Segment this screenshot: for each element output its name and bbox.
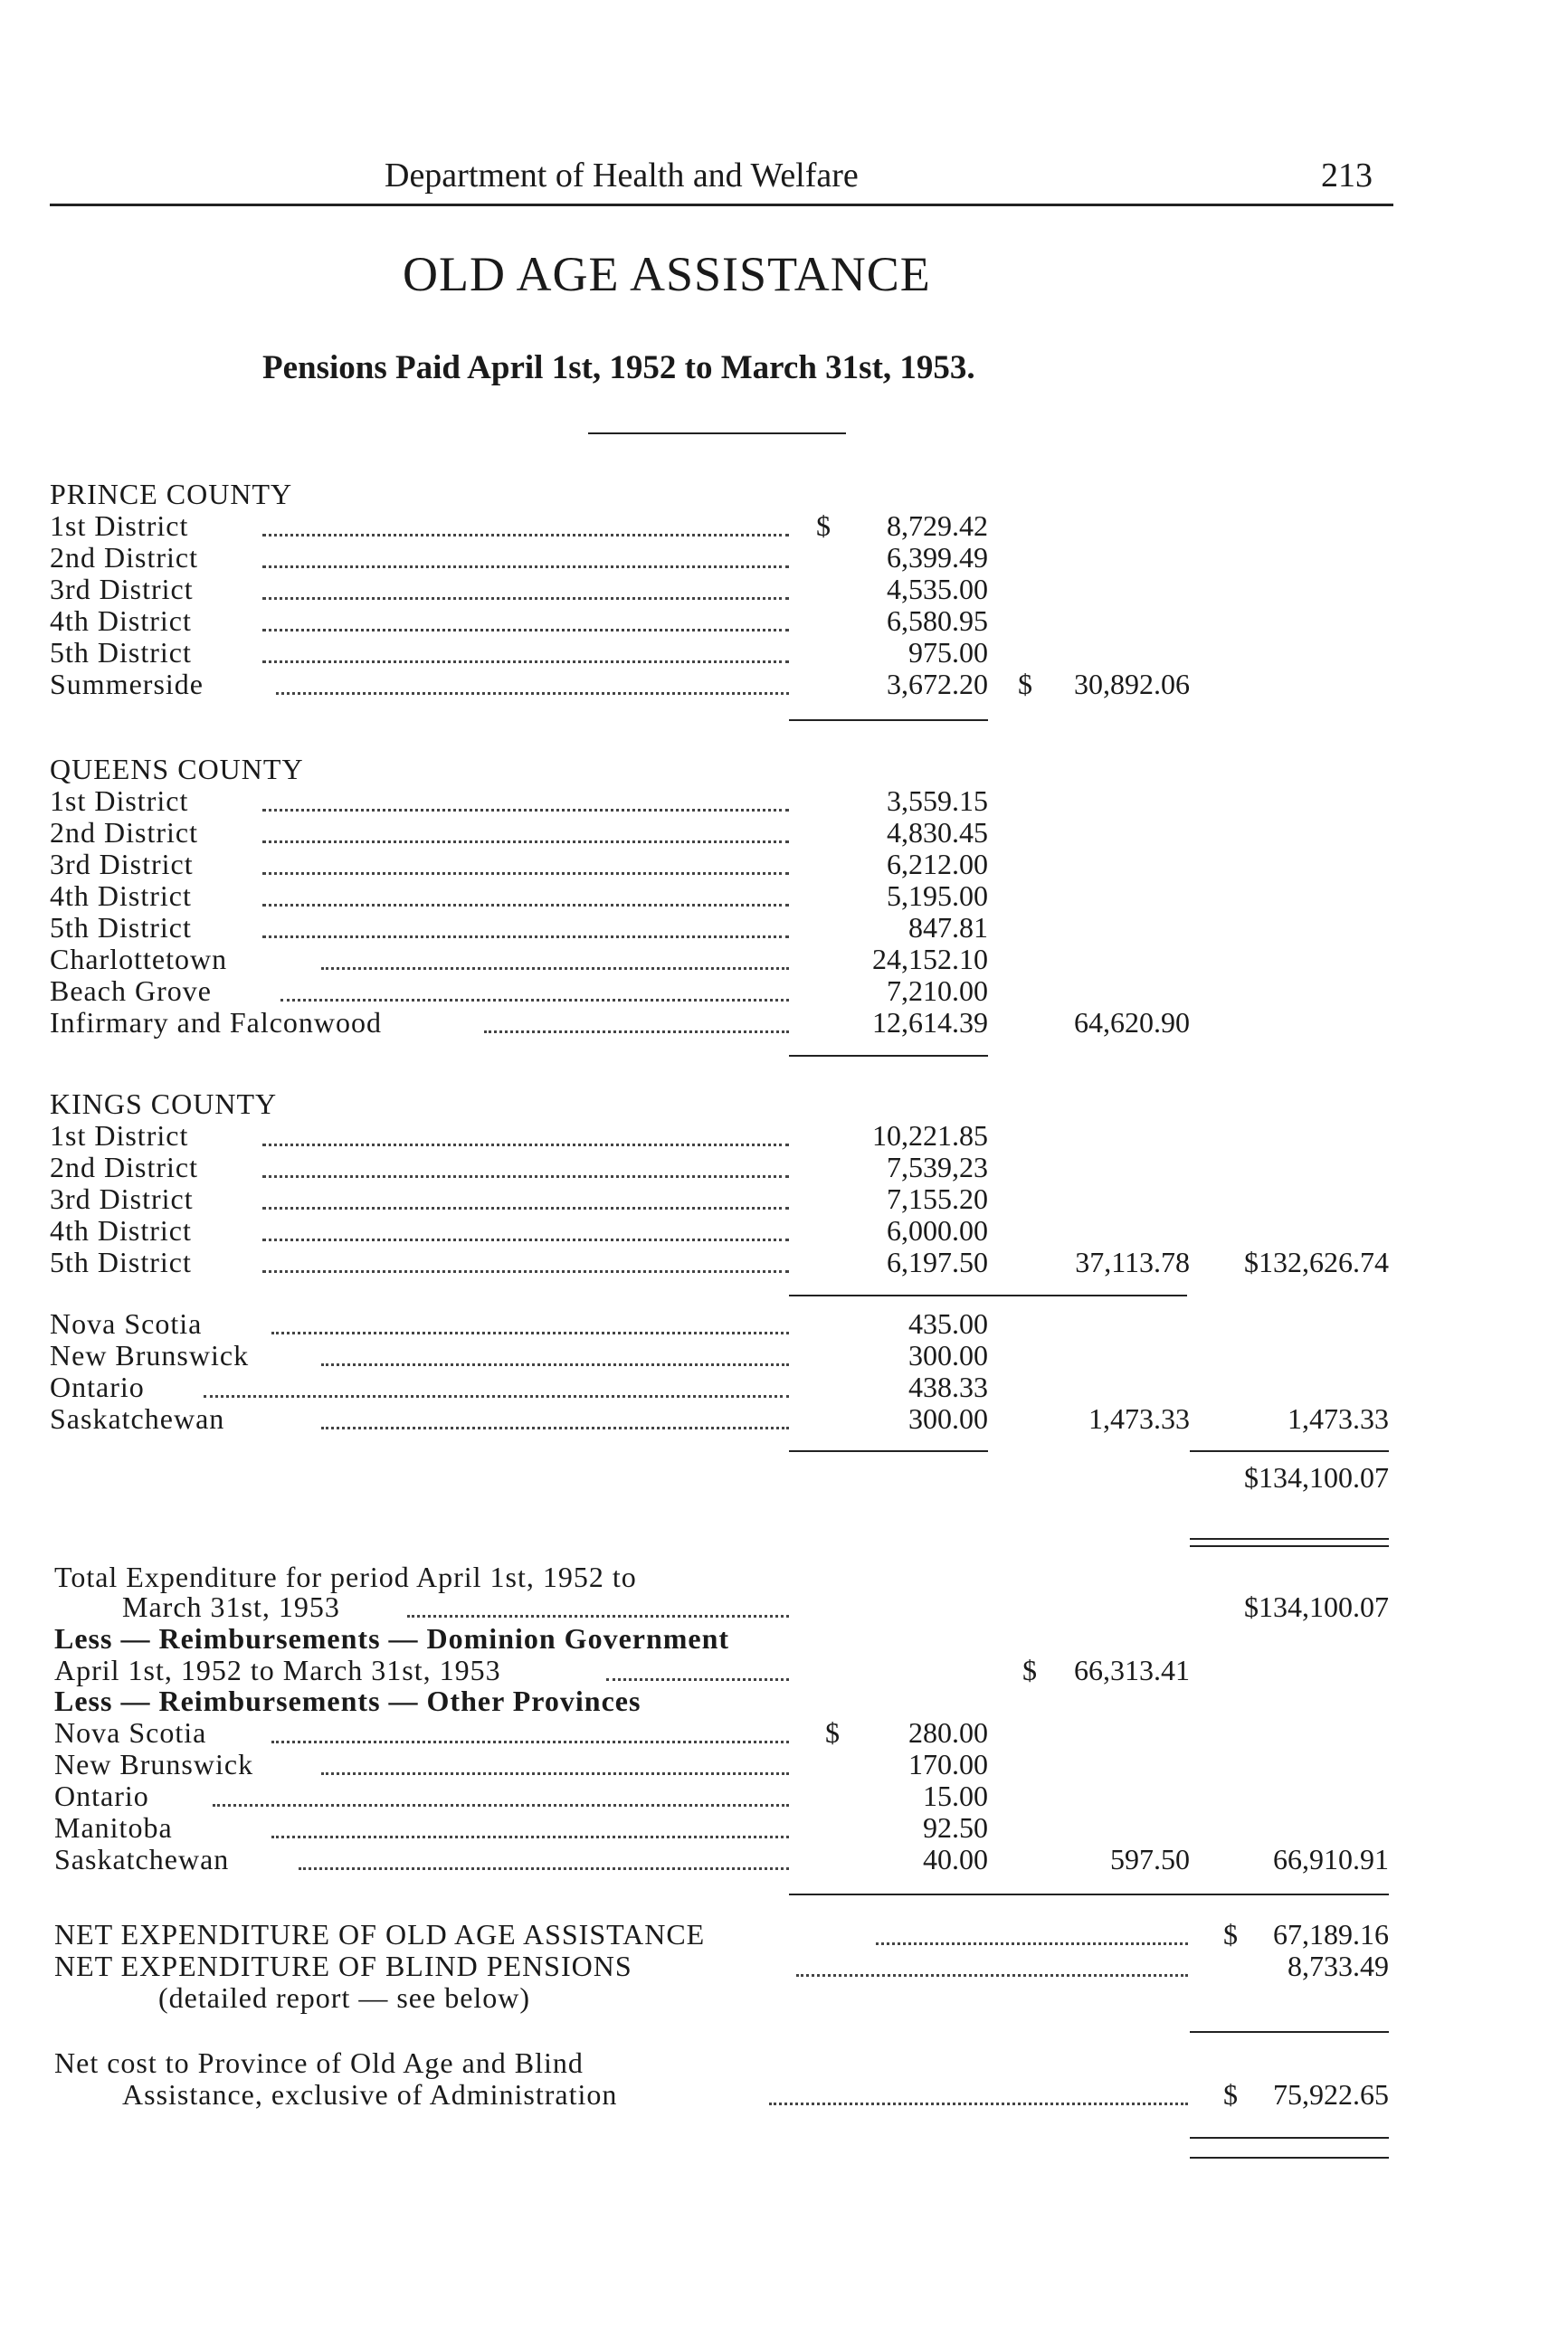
kings-county-total: 37,113.78 [1075, 1246, 1190, 1278]
dot-leader [606, 1678, 789, 1681]
table-row-amount: 6,399.49 [887, 541, 988, 574]
table-row-amount: 5,195.00 [887, 879, 988, 912]
dot-leader [280, 999, 789, 1002]
table-row-label: Ontario [50, 1371, 145, 1403]
dot-leader [276, 692, 789, 695]
table-row-amount: 280.00 [908, 1716, 988, 1749]
dot-leader [262, 840, 789, 843]
kings-county-heading: KINGS COUNTY [50, 1087, 278, 1120]
dot-leader [262, 1239, 789, 1241]
less-dominion-heading: Less — Reimbursements — Dominion Government [54, 1622, 730, 1655]
table-row-label: 4th District [50, 879, 192, 912]
table-row-amount: 435.00 [908, 1307, 988, 1340]
double-rule [1190, 2137, 1389, 2139]
table-row-label: Nova Scotia [54, 1716, 207, 1749]
table-row-label: 1st District [50, 1119, 189, 1152]
net-blind-label: NET EXPENDITURE OF BLIND PENSIONS [54, 1950, 632, 1982]
page-number: 213 [1321, 157, 1373, 195]
running-header: Department of Health and Welfare [385, 157, 859, 195]
table-row-amount: 40.00 [923, 1843, 988, 1875]
dot-leader [299, 1867, 789, 1870]
table-row-label: 5th District [50, 1246, 192, 1278]
table-row-label: Infirmary and Falconwood [50, 1006, 383, 1039]
title-rule [588, 432, 846, 434]
table-row-amount: 7,539,23 [887, 1151, 988, 1183]
table-row-label: Manitoba [54, 1811, 173, 1844]
table-row-label: 2nd District [50, 541, 198, 574]
dominion-period: April 1st, 1952 to March 31st, 1953 [54, 1654, 501, 1686]
dollar-sign: $ [1018, 668, 1033, 700]
table-row-amount: 7,210.00 [887, 974, 988, 1007]
net-oaa-label: NET EXPENDITURE OF OLD AGE ASSISTANCE [54, 1918, 706, 1951]
table-row-amount: 6,212.00 [887, 848, 988, 880]
page-title: OLD AGE ASSISTANCE [403, 247, 931, 301]
net-rule [1190, 2031, 1389, 2033]
table-row-amount: 8,729.42 [887, 509, 988, 542]
table-row-label: 5th District [50, 911, 192, 944]
dot-leader [484, 1030, 789, 1033]
dot-leader [271, 1836, 789, 1838]
table-row-amount: 847.81 [908, 911, 988, 944]
dot-leader [262, 935, 789, 938]
table-row-amount: 6,580.95 [887, 604, 988, 637]
table-row-amount: 975.00 [908, 636, 988, 669]
double-rule [1190, 1545, 1389, 1547]
queens-county-heading: QUEENS COUNTY [50, 753, 304, 785]
table-row-label: 3rd District [50, 573, 194, 605]
table-row-label: Charlottetown [50, 943, 228, 975]
dot-leader [262, 1270, 789, 1273]
other-provinces-total: 597.50 [1110, 1843, 1190, 1875]
subtotal-rule [789, 1450, 988, 1452]
table-row-label: 3rd District [50, 848, 194, 880]
table-row-label: New Brunswick [50, 1339, 250, 1372]
dot-leader [262, 597, 789, 600]
page-subtitle: Pensions Paid April 1st, 1952 to March 31st, 1953. [262, 349, 975, 386]
dollar-sign: $ [825, 1716, 841, 1749]
dot-leader [262, 904, 789, 907]
less-other-heading: Less — Reimbursements — Other Provinces [54, 1685, 641, 1717]
table-row-amount: 24,152.10 [872, 943, 988, 975]
table-row-label: 3rd District [50, 1182, 194, 1215]
subtotal-rule [789, 1295, 1187, 1296]
summary-rule [789, 1894, 1389, 1895]
dot-leader [769, 2103, 1188, 2105]
dot-leader [262, 872, 789, 875]
subtotal-rule [1190, 1450, 1389, 1452]
table-row-label: 1st District [50, 509, 189, 542]
provinces-total: 1,473.33 [1088, 1402, 1190, 1435]
table-row-label: New Brunswick [54, 1748, 254, 1780]
dot-leader [262, 629, 789, 631]
dollar-sign: $ [816, 509, 832, 542]
table-row-amount: 4,830.45 [887, 816, 988, 849]
dollar-sign: $ [1223, 1918, 1239, 1951]
net-oaa-amount: 67,189.16 [1273, 1918, 1389, 1951]
table-row-amount: 6,197.50 [887, 1246, 988, 1278]
dot-leader [262, 1144, 789, 1146]
dollar-sign: $ [1022, 1654, 1038, 1686]
table-row-label: Ontario [54, 1780, 149, 1812]
table-row-amount: 4,535.00 [887, 573, 988, 605]
provinces-grand: 1,473.33 [1288, 1402, 1389, 1435]
table-row-amount: 15.00 [923, 1780, 988, 1812]
table-row-label: 4th District [50, 1214, 192, 1247]
table-row-amount: 12,614.39 [872, 1006, 988, 1039]
dot-leader [271, 1332, 789, 1334]
table-row-label: Beach Grove [50, 974, 212, 1007]
table-row-amount: 3,559.15 [887, 784, 988, 817]
dot-leader [213, 1804, 789, 1807]
table-row-amount: 6,000.00 [887, 1214, 988, 1247]
net-cost-line2: Assistance, exclusive of Administration [122, 2078, 618, 2111]
dot-leader [321, 1427, 789, 1429]
counties-grand-total: $132,626.74 [1244, 1246, 1389, 1278]
table-row-label: 4th District [50, 604, 192, 637]
reimbursements-total: 66,910.91 [1273, 1843, 1389, 1875]
overall-sum: $134,100.07 [1244, 1461, 1389, 1494]
total-expenditure-line2: March 31st, 1953 [122, 1590, 340, 1623]
table-row-amount: 10,221.85 [872, 1119, 988, 1152]
table-row-label: 1st District [50, 784, 189, 817]
dot-leader [262, 1207, 789, 1210]
dot-leader [262, 565, 789, 568]
subtotal-rule [789, 719, 988, 721]
dot-leader [262, 534, 789, 536]
total-expenditure-line1: Total Expenditure for period April 1st, 1952 to [54, 1561, 637, 1593]
table-row-label: 5th District [50, 636, 192, 669]
subtotal-rule [789, 1055, 988, 1057]
dominion-amount: 66,313.41 [1074, 1654, 1190, 1686]
table-row-label: Nova Scotia [50, 1307, 203, 1340]
dot-leader [262, 809, 789, 812]
dot-leader [321, 1363, 789, 1366]
double-rule [1190, 2157, 1389, 2159]
table-row-amount: 170.00 [908, 1748, 988, 1780]
queens-county-total: 64,620.90 [1074, 1006, 1190, 1039]
dollar-sign: $ [1223, 2078, 1239, 2111]
dot-leader [407, 1615, 789, 1618]
table-row-label: 2nd District [50, 816, 198, 849]
table-row-label: Saskatchewan [50, 1402, 225, 1435]
dot-leader [262, 660, 789, 663]
header-rule [50, 204, 1393, 206]
net-cost-line1: Net cost to Province of Old Age and Blind [54, 2046, 584, 2079]
table-row-label: Summerside [50, 668, 204, 700]
table-row-amount: 300.00 [908, 1402, 988, 1435]
table-row-amount: 3,672.20 [887, 668, 988, 700]
prince-county-heading: PRINCE COUNTY [50, 478, 293, 510]
table-row-label: 2nd District [50, 1151, 198, 1183]
dot-leader [796, 1974, 1188, 1977]
total-expenditure-amount: $134,100.07 [1244, 1590, 1389, 1623]
table-row-amount: 7,155.20 [887, 1182, 988, 1215]
dot-leader [262, 1175, 789, 1178]
blind-note: (detailed report — see below) [158, 1981, 531, 2014]
double-rule [1190, 1538, 1389, 1540]
dot-leader [876, 1942, 1188, 1945]
dot-leader [321, 1772, 789, 1775]
prince-county-total: 30,892.06 [1074, 668, 1190, 700]
table-row-label: Saskatchewan [54, 1843, 230, 1875]
net-cost-amount: 75,922.65 [1273, 2078, 1389, 2111]
dot-leader [321, 967, 789, 970]
net-blind-amount: 8,733.49 [1288, 1950, 1389, 1982]
table-row-amount: 438.33 [908, 1371, 988, 1403]
table-row-amount: 92.50 [923, 1811, 988, 1844]
dot-leader [204, 1395, 789, 1398]
table-row-amount: 300.00 [908, 1339, 988, 1372]
dot-leader [271, 1741, 789, 1743]
